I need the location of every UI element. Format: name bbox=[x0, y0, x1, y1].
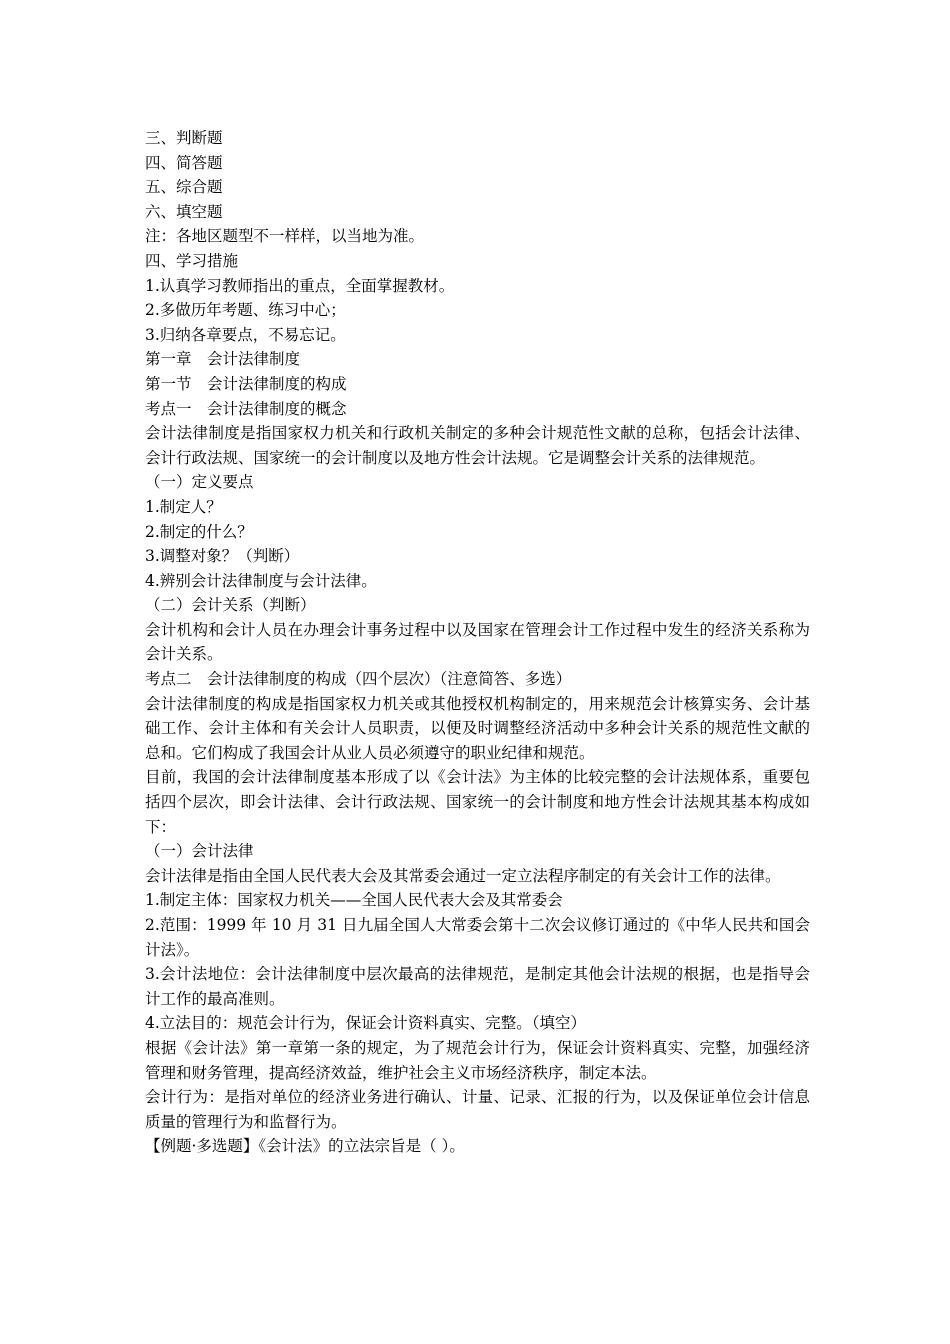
body-paragraph: 根据《会计法》第一章第一条的规定，为了规范会计行为，保证会计资料真实、完整，加强经济管理和财务管理，提高经济效益，维护社会主义市场经济秩序，制定本法。 bbox=[145, 1038, 810, 1082]
section-title: 第一节 会计法律制度的构成 bbox=[145, 374, 347, 393]
heading-fill-blank: 六、填空题 bbox=[145, 202, 223, 221]
key-point-title: 考点一 会计法律制度的概念 bbox=[145, 399, 347, 418]
chapter-title: 第一章 会计法律制度 bbox=[145, 350, 301, 369]
document-body bbox=[145, 126, 810, 1159]
key-point-title: 考点二 会计法律制度的构成（四个层次）（注意简答、多选） bbox=[145, 670, 572, 689]
body-paragraph: 会计法律制度是指国家权力机关和行政机关制定的多种会计规范性文献的总称，包括会计法律、会计行政法规、国家统一的会计制度以及地方性会计法规。它是调整会计关系的法律规范。 bbox=[145, 424, 810, 467]
heading-short-answer: 四、简答题 bbox=[145, 153, 223, 172]
list-item: 3.会计法地位：会计法律制度中层次最高的法律规范，是制定其他会计法规的根据，也是指导会计工作的最高准则。 bbox=[145, 965, 810, 1008]
subheading: （二）会计关系（判断） bbox=[145, 596, 316, 615]
body-paragraph: 会计法律是指由全国人民代表大会及其常委会通过一定立法程序制定的有关会计工作的法律。 bbox=[145, 866, 781, 885]
list-item: 3.调整对象？（判断） bbox=[145, 547, 300, 566]
body-paragraph: 会计法律制度的构成是指国家权力机关或其他授权机构制定的，用来规范会计核算实务、会计基础工作、会计主体和有关会计人员职责，以便及时调整经济活动中多种会计关系的规范性文献的总和。它们构成了我国会计从业人员必须遵守的职业纪律和规范。 bbox=[145, 694, 810, 762]
subheading: （一）定义要点 bbox=[145, 473, 254, 492]
list-item: 1.制定人？ bbox=[145, 497, 222, 516]
note-question-types: 注：各地区题型不一样样，以当地为准。 bbox=[145, 227, 425, 246]
heading-study-measures: 四、学习措施 bbox=[145, 251, 239, 270]
body-paragraph: 目前，我国的会计法律制度基本形成了以《会计法》为主体的比较完整的会计法规体系，重要包括四个层次，即会计法律、会计行政法规、国家统一的会计制度和地方性会计法规其基本构成如下： bbox=[145, 768, 810, 836]
body-paragraph: 会计行为：是指对单位的经济业务进行确认、计量、记录、汇报的行为，以及保证单位会计信息质量的管理行为和监督行为。 bbox=[145, 1088, 810, 1131]
list-item: 2.范围：1999 年 10 月 31 日九届全国人大常委会第十二次会议修订通过的《中华人民共和国会计法》。 bbox=[145, 916, 810, 959]
example-question: 【例题·多选题】《会计法》的立法宗旨是（ ）。 bbox=[145, 1137, 465, 1156]
list-item: 3.归纳各章要点，不易忘记。 bbox=[145, 325, 346, 344]
heading-comprehensive: 五、综合题 bbox=[145, 178, 223, 197]
list-item: 4.辨别会计法律制度与会计法律。 bbox=[145, 571, 377, 590]
body-paragraph: 会计机构和会计人员在办理会计事务过程中以及国家在管理会计工作过程中发生的经济关系称为会计关系。 bbox=[145, 620, 810, 664]
list-item: 4.立法目的：规范会计行为，保证会计资料真实、完整。（填空） bbox=[145, 1014, 587, 1033]
subheading: （一）会计法律 bbox=[145, 842, 254, 861]
list-item: 2.多做历年考题、练习中心； bbox=[145, 301, 346, 320]
heading-true-false: 三、判断题 bbox=[145, 129, 223, 147]
list-item: 1.制定主体：国家权力机关——全国人民代表大会及其常委会 bbox=[145, 891, 563, 910]
list-item: 1.认真学习教师指出的重点，全面掌握教材。 bbox=[145, 276, 455, 295]
list-item: 2.制定的什么？ bbox=[145, 522, 253, 541]
